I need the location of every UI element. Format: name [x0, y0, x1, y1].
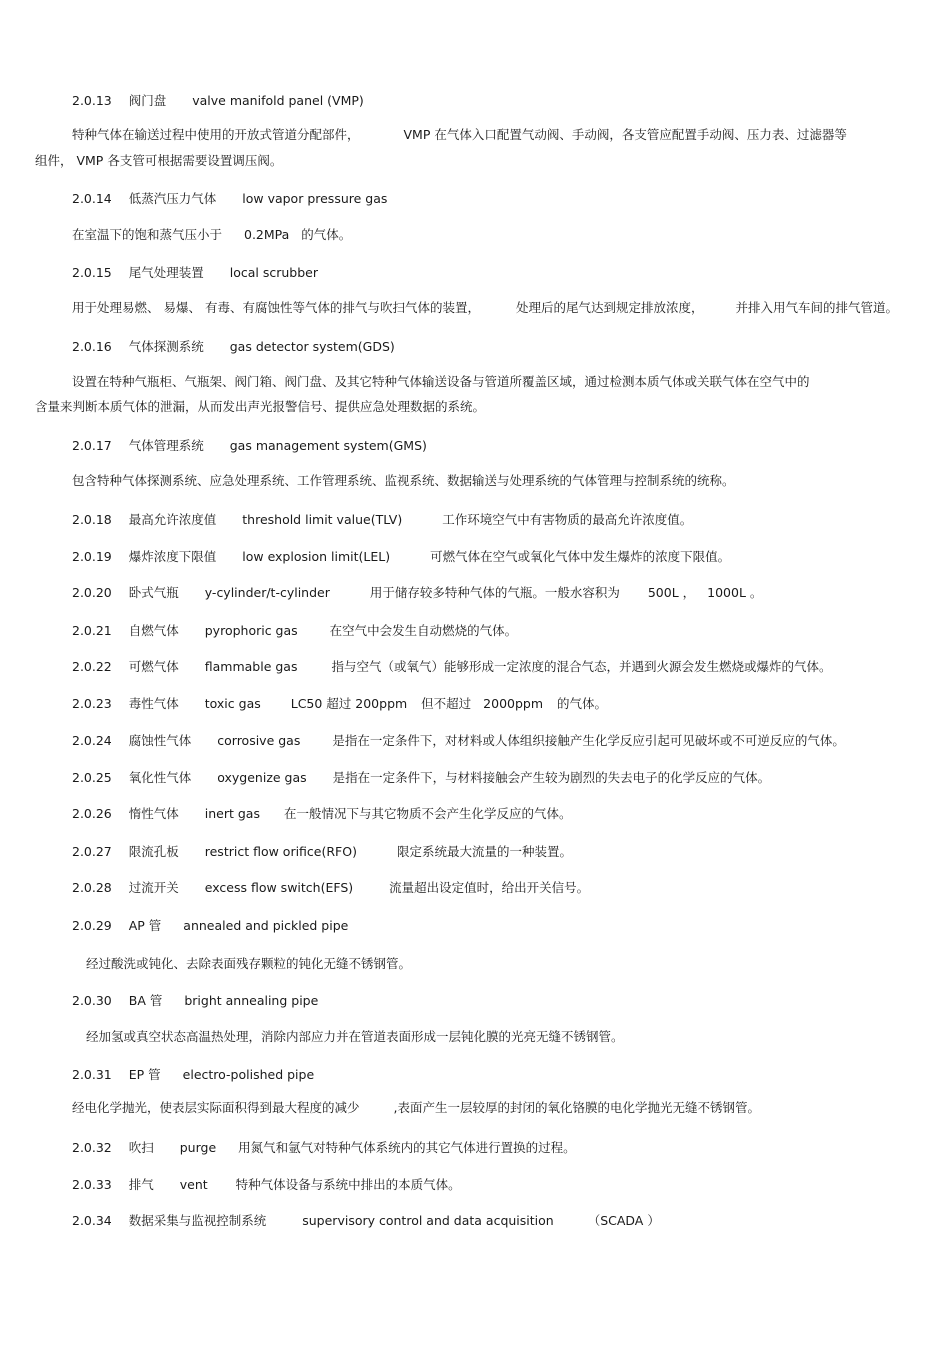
entry-heading: 2.0.30 BA 管 bright annealing pipe — [72, 993, 319, 1008]
paragraph-line: 经过酸洗或钝化、去除表面残存颗粒的钝化无缝不锈钢管。 — [86, 956, 412, 971]
paragraph-line: 特种气体在输送过程中使用的开放式管道分配部件， VMP 在气体入口配置气动阀、手动阀，各支管应配置手动阀、压力表、过滤器等 — [72, 127, 847, 142]
entry-heading: 2.0.20 卧式气瓶 y-cylinder/t-cylinder 用于储存较多特种气体的气瓶。一般水容积为 500L ， 1000L 。 — [72, 585, 763, 600]
paragraph-line: 经电化学抛光，使表层实际面积得到最大程度的减少 ,表面产生一层较厚的封闭的氧化铬膜的电化学抛光无缝不锈钢管。 — [72, 1100, 760, 1115]
entry-heading: 2.0.23 毒性气体 toxic gas LC50 超过 200ppm 但不超过 2000ppm 的气体。 — [72, 696, 608, 711]
entry-heading: 2.0.27 限流孔板 restrict flow orifice(RFO) 限定系统最大流量的一种装置。 — [72, 844, 572, 859]
entry-heading: 2.0.25 氧化性气体 oxygenize gas 是指在一定条件下，与材料接触会产生较为剧烈的失去电子的化学反应的气体。 — [72, 770, 771, 785]
entry-heading: 2.0.28 过流开关 excess flow switch(EFS) 流量超出设定值时，给出开关信号。 — [72, 880, 590, 895]
paragraph-line: 在室温下的饱和蒸气压小于 0.2MPa 的气体。 — [72, 227, 352, 242]
entry-heading: 2.0.24 腐蚀性气体 corrosive gas 是指在一定条件下，对材料或人体组织接触产生化学反应引起可见破坏或不可逆反应的气体。 — [72, 733, 845, 748]
paragraph-line: 用于处理易燃、 易爆、 有毒、有腐蚀性等气体的排气与吹扫气体的装置， 处理后的尾气达到规定排放浓度， 并排入用气车间的排气管道。 — [72, 300, 898, 315]
entry-heading: 2.0.21 自燃气体 pyrophoric gas 在空气中会发生自动燃烧的气体。 — [72, 623, 518, 638]
entry-heading: 2.0.32 吹扫 purge 用氮气和氩气对特种气体系统内的其它气体进行置换的过程。 — [72, 1140, 576, 1155]
paragraph-line: 设置在特种气瓶柜、气瓶架、阀门箱、阀门盘、及其它特种气体输送设备与管道所覆盖区域，通过检测本质气体或关联气体在空气中的 — [72, 374, 810, 389]
entry-heading: 2.0.33 排气 vent 特种气体设备与系统中排出的本质气体。 — [72, 1177, 461, 1192]
entry-heading: 2.0.26 惰性气体 inert gas 在一般情况下与其它物质不会产生化学反应的气体。 — [72, 806, 572, 821]
entry-heading — [72, 93, 364, 109]
paragraph-line: 组件， VMP 各支管可根据需要设置调压阀。 — [35, 153, 283, 168]
entry-heading: 2.0.14 低蒸汽压力气体 low vapor pressure gas — [72, 191, 388, 206]
entry-term: 阀门盘 — [128, 93, 167, 108]
entry-heading: 2.0.34 数据采集与监视控制系统 supervisory control and data acquisition （SCADA ） — [72, 1213, 660, 1228]
entry-heading: 2.0.18 最高允许浓度值 threshold limit value(TLV) 工作环境空气中有害物质的最高允许浓度值。 — [72, 512, 693, 527]
entry-heading: 2.0.15 尾气处理装置 local scrubber — [72, 265, 318, 280]
entry-heading: 2.0.17 气体管理系统 gas management system(GMS) — [72, 438, 427, 453]
entry-heading: 2.0.16 气体探测系统 gas detector system(GDS) — [72, 339, 395, 354]
paragraph-line: 经加氢或真空状态高温热处理，消除内部应力并在管道表面形成一层钝化膜的光亮无缝不锈钢管。 — [86, 1029, 624, 1044]
entry-heading: 2.0.22 可燃气体 flammable gas 指与空气（或氧气）能够形成一定浓度的混合气态，并遇到火源会发生燃烧或爆炸的气体。 — [72, 659, 832, 674]
entry-heading: 2.0.19 爆炸浓度下限值 low explosion limit(LEL) 可燃气体在空气或氧化气体中发生爆炸的浓度下限值。 — [72, 549, 731, 564]
paragraph-line: 含量来判断本质气体的泄漏，从而发出声光报警信号、提供应急处理数据的系统。 — [35, 399, 486, 414]
entry-english: valve manifold panel (VMP) — [192, 93, 364, 108]
entry-number: 2.0.13 — [72, 93, 112, 108]
entry-heading: 2.0.31 EP 管 electro-polished pipe — [72, 1067, 315, 1082]
entry-heading: 2.0.29 AP 管 annealed and pickled pipe — [72, 918, 349, 933]
paragraph-line: 包含特种气体探测系统、应急处理系统、工作管理系统、监视系统、数据输送与处理系统的气体管理与控制系统的统称。 — [72, 473, 735, 488]
